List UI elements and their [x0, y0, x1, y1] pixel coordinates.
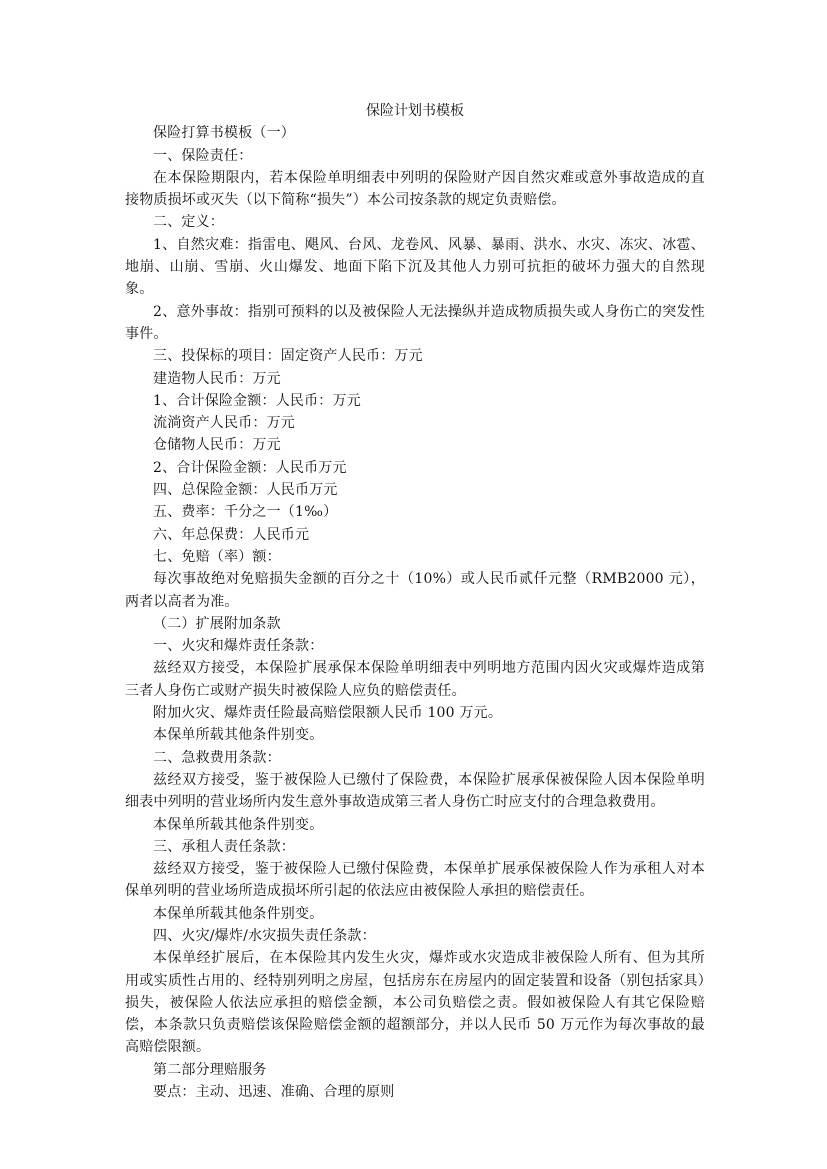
paragraph-unchanged-1: 本保单所载其他条件别变。: [153, 727, 324, 744]
paragraph-insured-items: 三、投保标的项目：固定资产人民币：万元: [153, 348, 423, 365]
paragraph-deductible-heading: 七、免赔（率）额：: [153, 548, 281, 565]
paragraph-tenant-body: 兹经双方接受，鉴于被保险人已缴付保险费，本保单扩展承保被保险人作为承租人对本保单列明的营业场所造成损坏所引起的依法应由被保险人承担的赔偿责任。: [125, 861, 705, 900]
paragraph-current-assets: 流淌资产人民币：万元: [153, 415, 295, 432]
paragraph-rate: 五、费率：千分之一（1‰）: [153, 504, 338, 521]
paragraph-extensions-heading: （二）扩展附加条款: [153, 615, 281, 632]
paragraph-total-insured: 四、总保险金额：人民币万元: [153, 482, 338, 499]
document-page: [125, 100, 705, 1103]
paragraph-heading-definitions: 二、定义：: [153, 214, 224, 231]
paragraph-annual-premium: 六、年总保费：人民币元: [153, 526, 310, 543]
paragraph-buildings: 建造物人民币：万元: [153, 370, 281, 387]
paragraph-heading-liability: 一、保险责任：: [153, 147, 253, 164]
paragraph-first-aid-heading: 二、急救费用条款：: [153, 749, 281, 766]
page-title: 保险计划书模板: [366, 103, 464, 119]
paragraph-deductible-body: 每次事故绝对免赔损失金额的百分之十（10%）或人民币贰仟元整（RMB2000 元），两者以高者为准。: [125, 571, 705, 610]
paragraph-liability-body: 在本保险期限内，若本保险单明细表中列明的保险财产因自然灾难或意外事故造成的直接物质损坏或灭失（以下简称“损失”）本公司按条款的规定负责赔偿。: [125, 169, 705, 209]
paragraph-subtotal-1: 1、合计保险金额：人民币：万元: [153, 392, 361, 409]
paragraph-fire-limit: 附加火灾、爆炸责任险最高赔偿限额人民币 100 万元。: [153, 705, 503, 722]
paragraph-claims-section: 第二部分理赔服务: [153, 1061, 267, 1078]
paragraph-tenant-heading: 三、承租人责任条款：: [153, 838, 295, 855]
paragraph-fire-clause-heading: 一、火灾和爆炸责任条款：: [153, 638, 324, 655]
paragraph-subtotal-2: 2、合计保险金额：人民币万元: [153, 459, 347, 476]
paragraph-fire-clause-body: 兹经双方接受，本保险扩展承保本保险单明细表中列明地方范围内因火灾或爆炸造成第三者人身伤亡或财产损失时被保险人应负的赔偿责任。: [125, 660, 705, 699]
paragraph-unchanged-3: 本保单所载其他条件别变。: [153, 905, 324, 922]
paragraph-first-aid-body: 兹经双方接受，鉴于被保险人已缴付了保险费，本保险扩展承保被保险人因本保险单明细表中列明的营业场所内发生意外事故造成第三者人身伤亡时应支付的合理急救费用。: [125, 771, 705, 811]
paragraph-subtitle: 保险打算书模板（一）: [153, 125, 295, 142]
paragraph-stock: 仓储物人民币：万元: [153, 437, 281, 454]
paragraph-natural-disaster: 1、自然灾难：指雷电、飓风、台风、龙卷风、风暴、暴雨、洪水、水灾、冻灾、冰雹、地崩、山崩、雪崩、火山爆发、地面下陷下沉及其他人力别可抗拒的破坏力强大的自然现象。: [125, 236, 705, 298]
paragraph-fire-flood-heading: 四、火灾/爆炸/水灾损失责任条款：: [153, 927, 376, 944]
paragraph-unchanged-2: 本保单所载其他条件别变。: [153, 816, 324, 833]
paragraph-claims-principles: 要点：主动、迅速、准确、合理的原则: [153, 1084, 395, 1101]
paragraph-accident: 2、意外事故：指别可预料的以及被保险人无法操纵并造成物质损失或人身伤亡的突发性事件。: [125, 303, 705, 342]
paragraph-fire-flood-body: 本保单经扩展后，在本保险其内发生火灾，爆炸或水灾造成非被保险人所有、但为其所用或实质性占用的、经特别列明之房屋，包括房东在房屋内的固定装置和设备（别包括家具）损失，被保险人依法应承担的赔偿金额，本公司负赔偿之责。假如被保险人有其它保险赔偿，本条款只负责赔偿该保险赔偿金额的超额部分，并以人民币 50 万元作为每次事故的最高赔偿限额。: [125, 950, 705, 1056]
